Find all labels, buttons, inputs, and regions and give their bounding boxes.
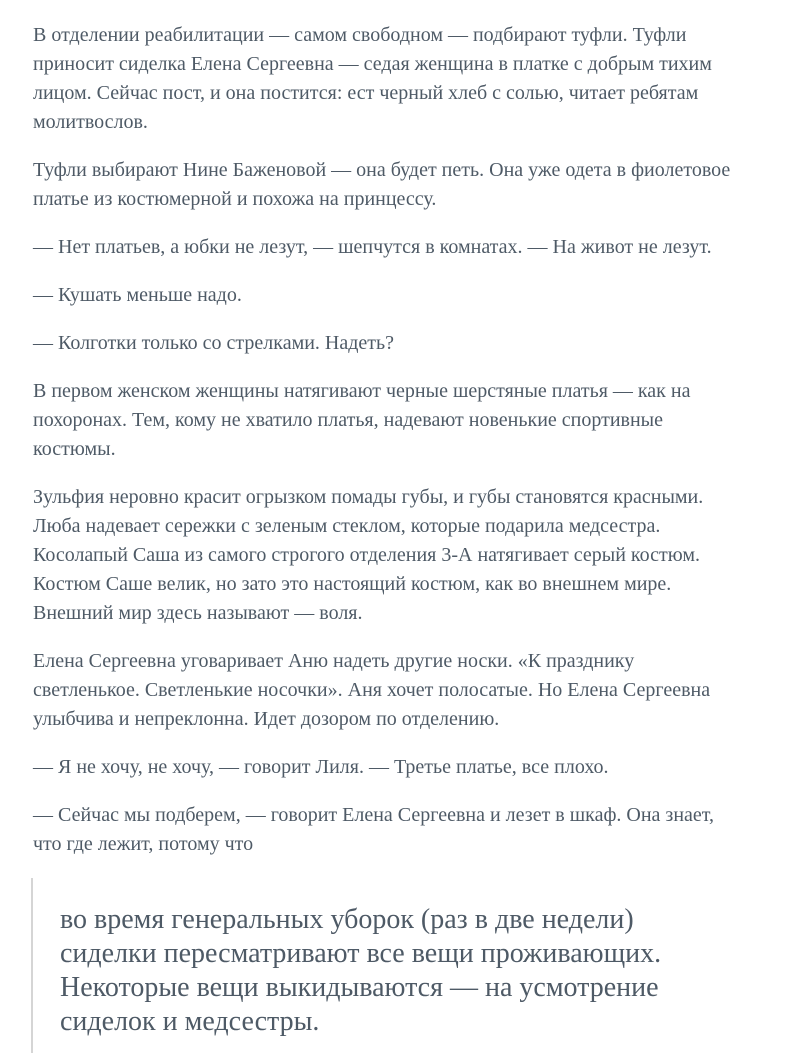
article-paragraph-1: В отделении реабилитации — самом свободном — подбирают туфли. Туфли приносит сиделка Елена Сергеевна — седая женщина в платке с добрым тихим лицом. Сейчас пост, и она постится: ест черный хлеб с солью, читает ребятам молитвослов. xyxy=(33,24,712,133)
article-paragraph-5: — Колготки только со стрелками. Надеть? xyxy=(33,332,395,354)
article-paragraph-4: — Кушать меньше надо. xyxy=(33,284,242,306)
article-paragraph-10: — Сейчас мы подберем, — говорит Елена Сергеевна и лезет в шкаф. Она знает, что где лежит, потому что xyxy=(33,804,715,855)
pull-quote xyxy=(31,878,739,1053)
pull-quote-text: во время генеральных уборок (раз в две недели) сиделки пересматривают все вещи проживающих. Некоторые вещи выкидываются — на усмотрение сиделок и медсестры. xyxy=(60,904,662,1037)
article-paragraph-3: — Нет платьев, а юбки не лезут, — шепчутся в комнатах. — На живот не лезут. xyxy=(33,236,712,258)
article-paragraph-6: В первом женском женщины натягивают черные шерстяные платья — как на похоронах. Тем, кому не хватило платья, надевают новенькие спортивные костюмы. xyxy=(33,380,691,460)
article-paragraph-7: Зульфия неровно красит огрызком помады губы, и губы становятся красными. Люба надевает сережки с зеленым стеклом, которые подарила медсестра. Косолапый Саша из самого строгого отделения 3-А натягивает серый костюм. Костюм Саше велик, но зато это настоящий костюм, как во внешнем мире. Внешний мир здесь называют — воля. xyxy=(33,486,704,624)
article-paragraph-2: Туфли выбирают Нине Баженовой — она будет петь. Она уже одета в фиолетовое платье из костюмерной и похожа на принцессу. xyxy=(33,159,731,210)
article-paragraph-8: Елена Сергеевна уговаривает Аню надеть другие носки. «К празднику светленькое. Светленькие носочки». Аня хочет полосатые. Но Елена Сергеевна улыбчива и непреклонна. Идет дозором по отделению. xyxy=(33,650,711,730)
article-paragraph-9: — Я не хочу, не хочу, — говорит Лиля. — Третье платье, все плохо. xyxy=(33,756,609,778)
